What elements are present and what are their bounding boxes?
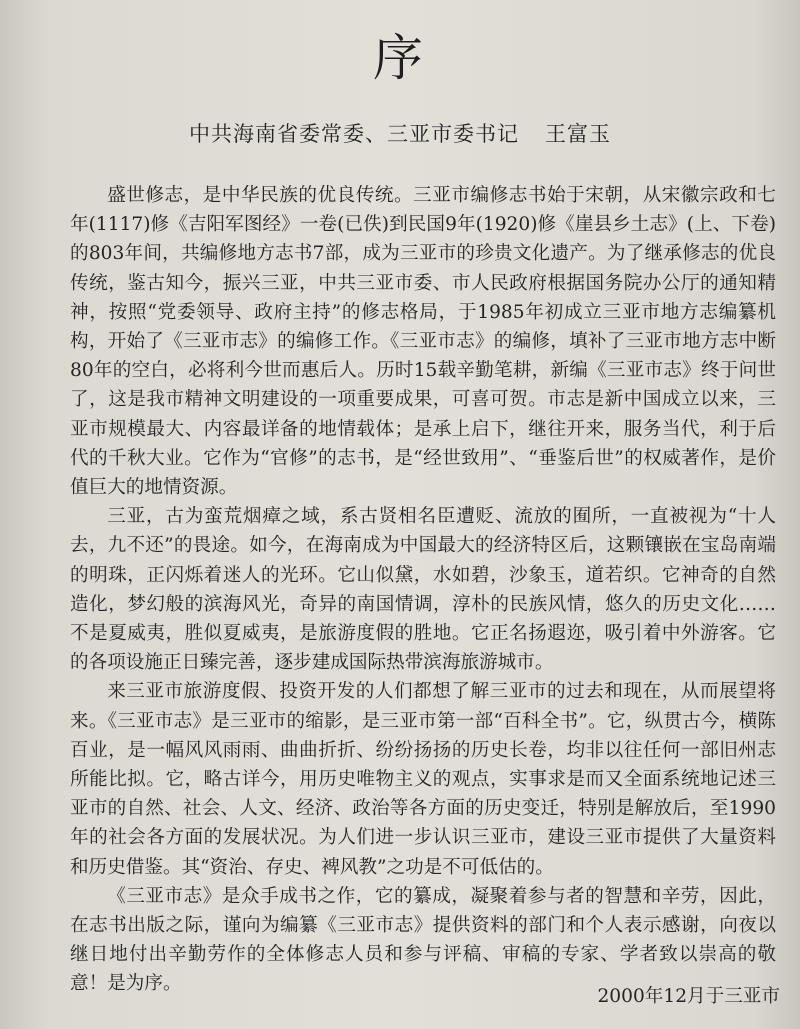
paragraph-3: 来三亚市旅游度假、投资开发的人们都想了解三亚市的过去和现在，从而展望将来。《三亚市志》是三亚市的缩影，是三亚市第一部“百科全书”。它，纵贯古今，横陈百业，是一幅风风雨雨、曲曲折折、纷纷扬扬的历史长卷，均非以往任何一部旧州志所能比拟。它，略古详今，用历史唯物主义的观点，实事求是而又全面系统地记述三亚市的自然、社会、人文、经济、政治等各方面的历史变迁，特别是解放后，至1990年的社会各方面的发展状况。为人们进一步认识三亚市，建设三亚市提供了大量资料和历史借鉴。其“资治、存史、裨风教”之功是不可低估的。 xyxy=(70,681,776,878)
paragraph-2: 三亚，古为蛮荒烟瘴之域，系古贤相名臣遭贬、流放的囿所，一直被视为“十人去，九不还”的畏途。如今，在海南成为中国最大的经济特区后，这颗镶嵌在宝岛南端的明珠，正闪烁着迷人的光环。它山似黛，水如碧，沙象玉，道若织。它神奇的自然造化，梦幻般的滨海风光，奇异的南国情调，淳朴的民族风情，悠久的历史文化……不是夏威夷，胜似夏威夷，是旅游度假的胜地。它正名扬遐迩，吸引着中外游客。它的各项设施正日臻完善，逐步建成国际热带滨海旅游城市。 xyxy=(70,506,776,674)
author-position: 中共海南省委常委、三亚市委书记 xyxy=(189,122,519,146)
paragraph-4: 《三亚市志》是众手成书之作，它的纂成，凝聚着参与者的智慧和辛劳，因此，在志书出版之际，谨向为编纂《三亚市志》提供资料的部门和个人表示感谢，向夜以继日地付出辛勤劳作的全体修志人员和参与评稿、审稿的专家、学者致以崇高的敬意！是为序。 xyxy=(70,885,776,995)
dateline: 2000年12月于三亚市 xyxy=(597,986,780,1007)
page-title: 序 xyxy=(373,29,427,87)
preface-body xyxy=(70,181,776,999)
byline xyxy=(0,120,800,148)
author-name: 王富玉 xyxy=(545,122,611,146)
paragraph-1: 盛世修志，是中华民族的优良传统。三亚市编修志书始于宋朝，从宋徽宗政和七年(1117)修《吉阳军图经》一卷(已佚)到民国9年(1920)修《崖县乡土志》(上、下卷)的803年间，共编修地方志书7部，成为三亚市的珍贵文化遗产。为了继承修志的优良传统，鉴古知今，振兴三亚，中共三亚市委、市人民政府根据国务院办公厅的通知精神，按照“党委领导、政府主持”的修志格局，于1985年初成立三亚市地方志编纂机构，开始了《三亚市志》的编修工作。《三亚市志》的编修，填补了三亚市地方志中断80年的空白，必将利今世而惠后人。历时15载辛勤笔耕，新编《三亚市志》终于问世了，这是我市精神文明建设的一项重要成果，可喜可贺。市志是新中国成立以来，三亚市规模最大、内容最详备的地情载体；是承上启下，继往开来，服务当代，利于后代的千秋大业。它作为“官修”的志书，是“经世致用”、“垂鉴后世”的权威著作，是价值巨大的地情资源。 xyxy=(70,185,776,499)
